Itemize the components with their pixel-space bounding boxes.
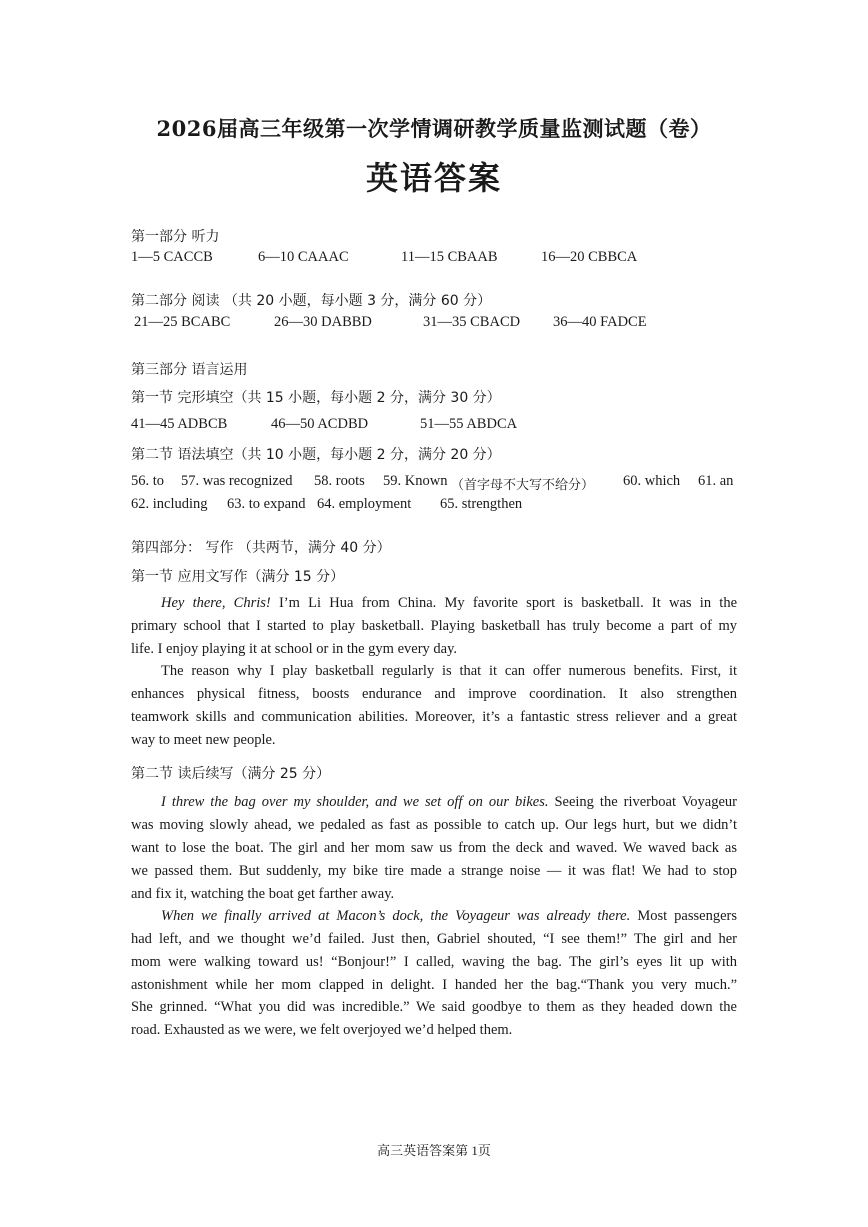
- answer-group: 36—40 FADCE: [553, 314, 647, 330]
- answer-group: 41—45 ADBCB: [131, 416, 228, 432]
- part3-heading: 第三部分 语言运用: [131, 362, 248, 378]
- essay1-line: life. I enjoy playing it at school or in the gym every day.: [131, 641, 458, 657]
- grammar-answer: 64. employment: [317, 496, 412, 512]
- part1-heading: 第一部分 听力: [131, 229, 220, 245]
- grammar-answer: 57. was recognized: [181, 473, 293, 489]
- essay1-line: The reason why I play basketball regularly is that it can offer numerous benefits. First, it: [161, 663, 737, 679]
- grammar-answer: 65. strengthen: [440, 496, 523, 512]
- grammar-answer: 56. to: [131, 473, 165, 489]
- part4-sec2-heading: 第二节 读后续写（满分 25 分）: [131, 766, 331, 782]
- grammar-answer: 59. Known: [383, 473, 448, 489]
- essay1-line: way to meet new people.: [131, 732, 276, 748]
- essay1-line: teamwork skills and communication abilities. Moreover, it’s a fantastic stress reliever and a great: [131, 709, 737, 725]
- essay1-greeting: Hey there, Chris!: [161, 595, 271, 611]
- answer-subtitle: 英语答案: [365, 159, 502, 197]
- essay2-line: and fix it, watching the boat get farther away.: [131, 886, 395, 902]
- answer-group: 46—50 ACDBD: [271, 416, 369, 432]
- essay2-line: She grinned. “What you did was incredible.” We said goodbye to them as they headed down the: [131, 999, 737, 1015]
- essay2-line: road. Exhausted as we were, we felt overjoyed we’d helped them.: [131, 1022, 513, 1038]
- essay2-line: mom were walking toward us! “Bonjour!” I called, waving the bag. The girl’s eyes lit up with: [131, 954, 737, 970]
- answer-group: 11—15 CBAAB: [401, 249, 498, 265]
- page-footer: 高三英语答案第 1页: [377, 1143, 491, 1158]
- grammar-answer: 61. an: [698, 473, 734, 489]
- essay2-line: we passed them. But suddenly, my bike tire made a strange noise — it was flat! We had to stop: [131, 863, 737, 879]
- essay1-line: primary school that I started to play basketball. Playing basketball has truly become a part of my: [131, 618, 737, 634]
- essay2-prompt: I threw the bag over my shoulder, and we set off on our bikes.: [161, 794, 549, 810]
- answer-group: 16—20 CBBCA: [541, 249, 638, 265]
- part4-heading: 第四部分： 写作 （共两节，满分 40 分）: [131, 540, 391, 556]
- essay1-line: Hey there, Chris! I’m Li Hua from China. My favorite sport is basketball. It was in the: [161, 595, 737, 611]
- answer-group: 21—25 BCABC: [134, 314, 231, 330]
- essay1-line: enhances physical fitness, boosts endurance and improve coordination. It also strengthen: [131, 686, 737, 702]
- essay2-line: I threw the bag over my shoulder, and we set off on our bikes. Seeing the riverboat Voyageur: [161, 794, 738, 810]
- part4-sec1-heading: 第一节 应用文写作（满分 15 分）: [131, 569, 345, 585]
- grammar-note: （首字母不大写不给分）: [451, 478, 595, 493]
- grammar-answer: 60. which: [623, 473, 681, 489]
- essay2-line: was moving slowly ahead, we pedaled as fast as possible to catch up. Our legs hurt, but we didn’t: [131, 817, 737, 833]
- exam-title: 2026届高三年级第一次学情调研教学质量监测试题（卷）: [156, 116, 712, 141]
- part3-sec1-heading: 第一节 完形填空（共 15 小题，每小题 2 分，满分 30 分）: [131, 390, 501, 406]
- grammar-answer: 58. roots: [314, 473, 365, 489]
- essay2-prompt: When we finally arrived at Macon’s dock, the Voyageur was already there.: [161, 908, 631, 924]
- essay2-line: want to lose the boat. The girl and her mom saw us from the deck and waved. We waved back as: [131, 840, 737, 856]
- grammar-answer: 63. to expand: [227, 496, 306, 512]
- answer-group: 6—10 CAAAC: [258, 249, 349, 265]
- answer-group: 31—35 CBACD: [423, 314, 521, 330]
- part2-heading: 第二部分 阅读 （共 20 小题，每小题 3 分，满分 60 分）: [131, 293, 492, 309]
- answer-group: 51—55 ABDCA: [420, 416, 518, 432]
- answer-group: 26—30 DABBD: [274, 314, 372, 330]
- grammar-answer: 62. including: [131, 496, 208, 512]
- essay2-line: had left, and we thought we’d failed. Just then, Gabriel shouted, “I see them!” The girl and her: [131, 931, 737, 947]
- essay2-line: astonishment while her mom clapped in delight. I handed her the bag.“Thank you very much.”: [131, 977, 737, 993]
- answer-group: 1—5 CACCB: [131, 249, 213, 265]
- essay2-line: When we finally arrived at Macon’s dock, the Voyageur was already there. Most passengers: [161, 908, 737, 924]
- part3-sec2-heading: 第二节 语法填空（共 10 小题，每小题 2 分，满分 20 分）: [131, 447, 501, 463]
